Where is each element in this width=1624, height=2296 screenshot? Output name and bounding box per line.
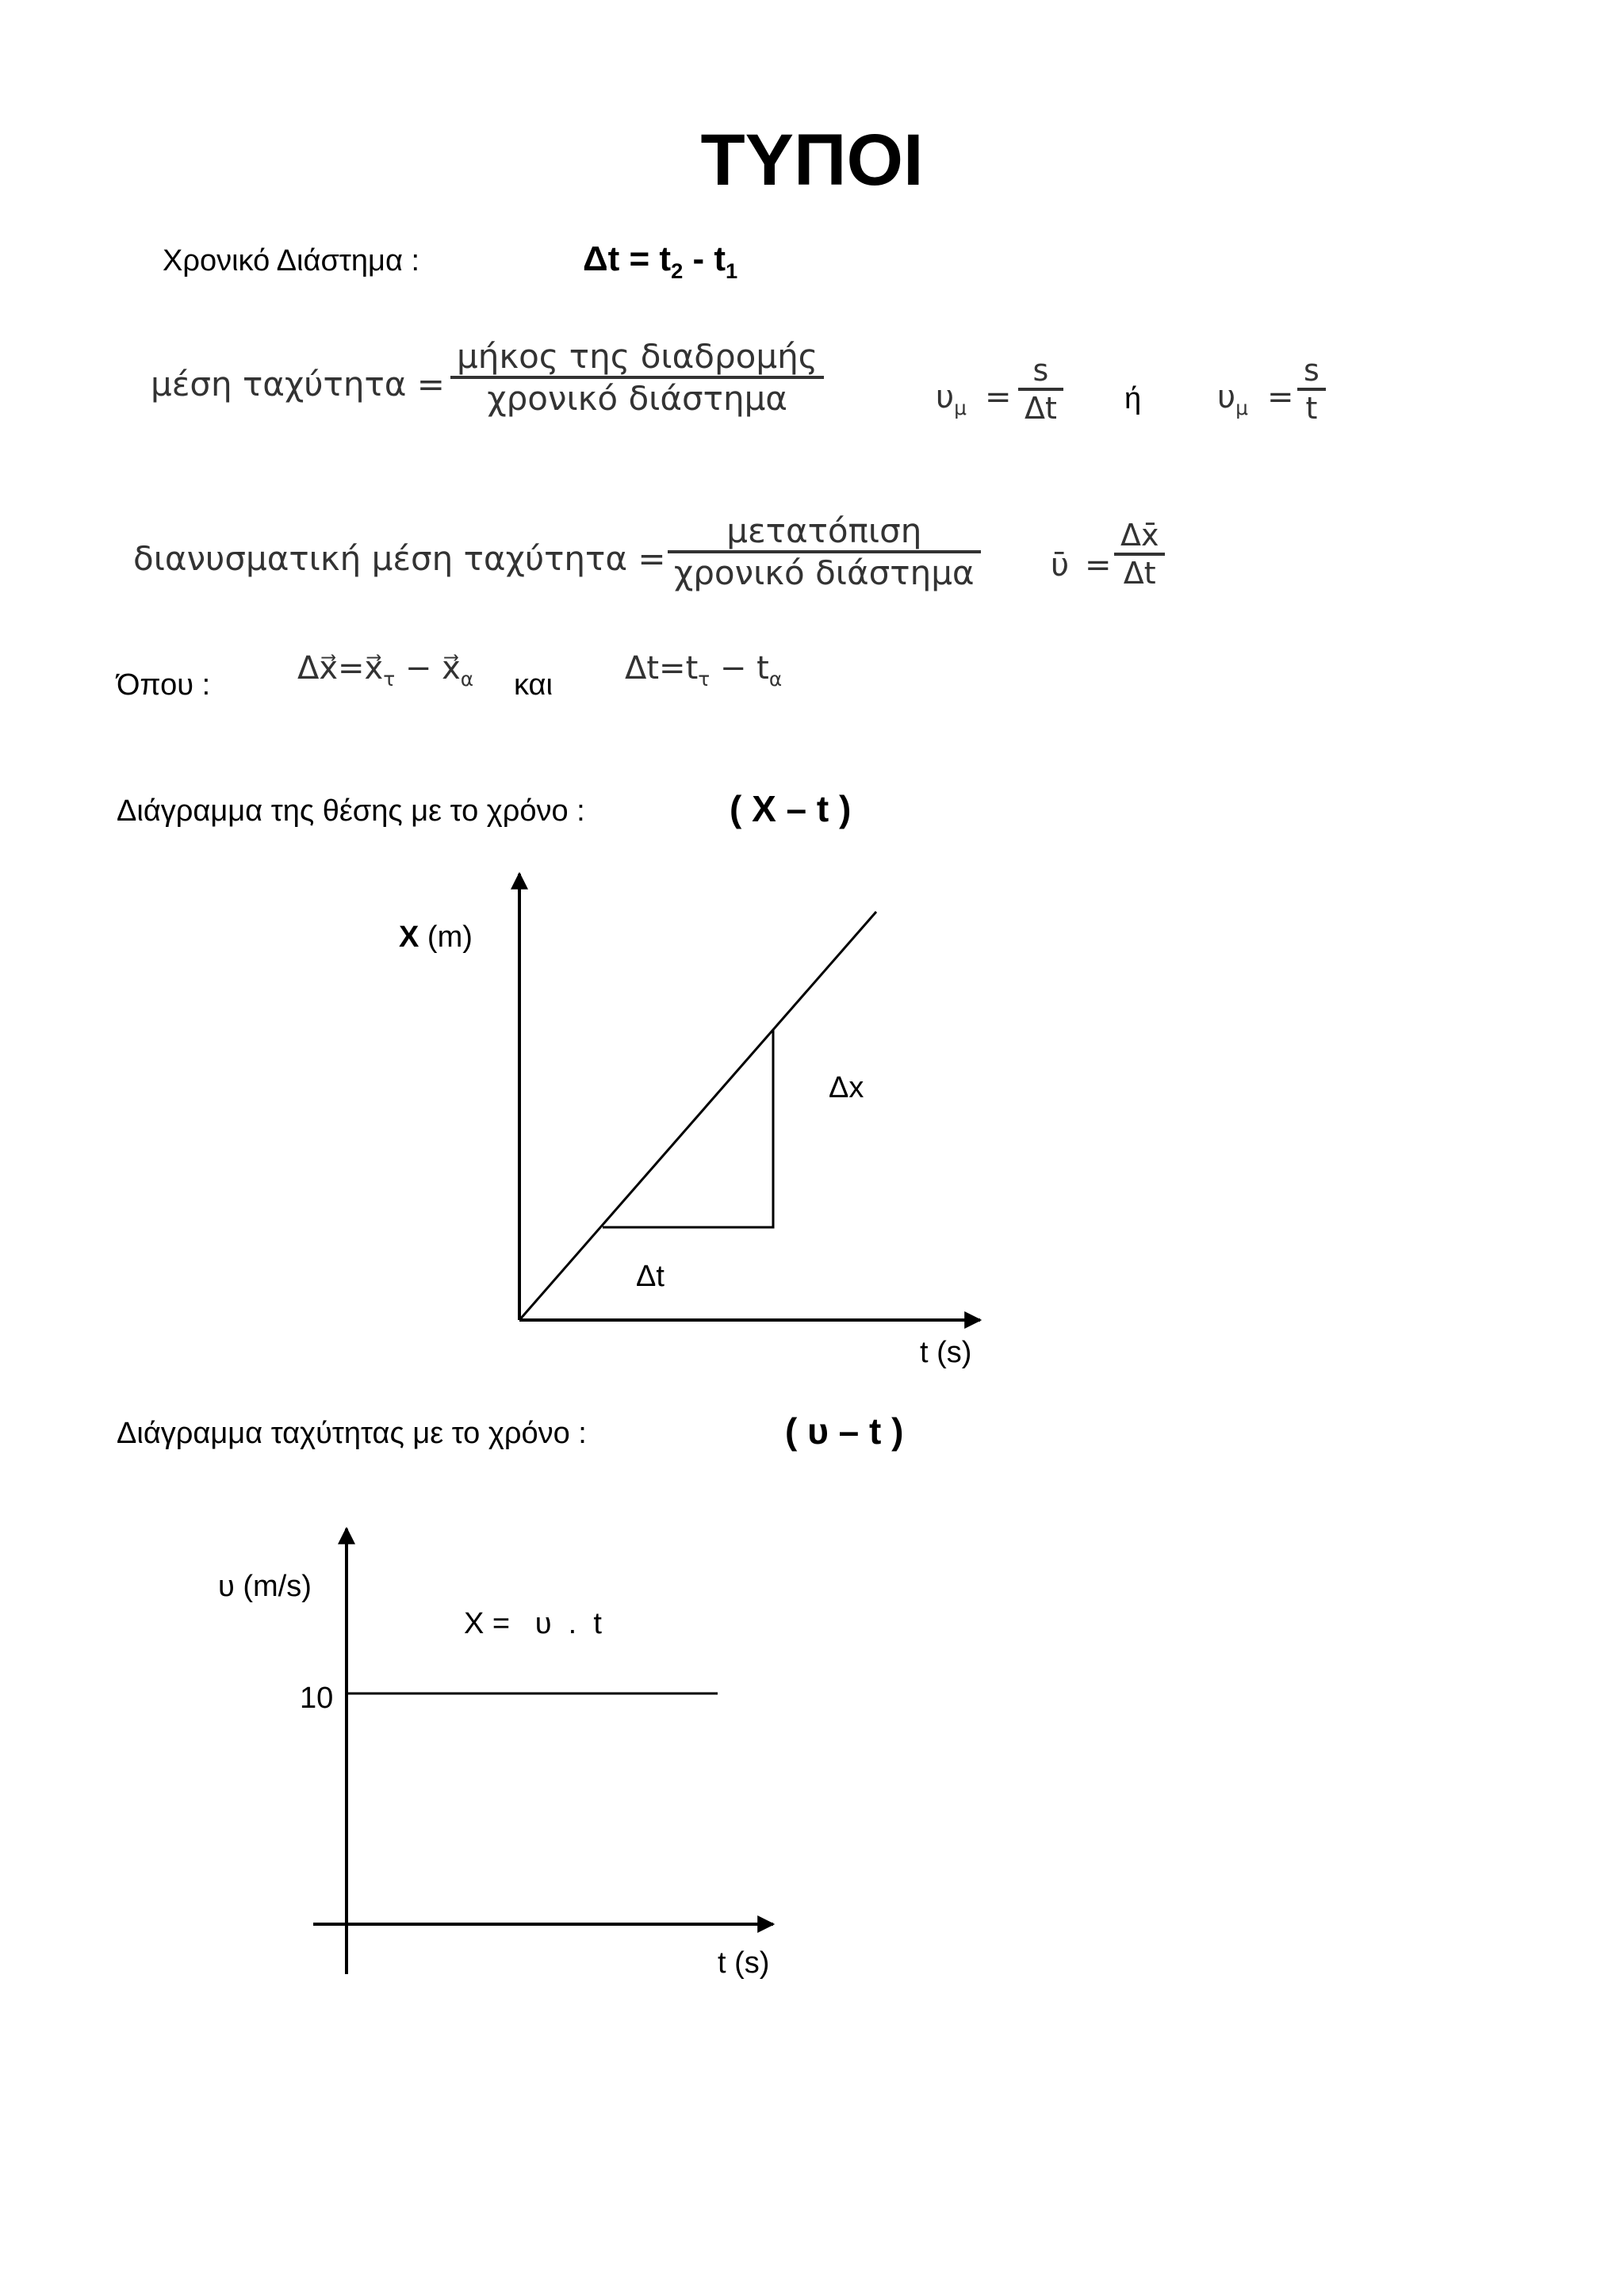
displacement-formula: $\Delta x⃗=x⃗_\tau$ − $x⃗_\alpha$ bbox=[297, 650, 474, 691]
xt-dt-label: Δt bbox=[636, 1260, 665, 1293]
vt-formula: X = υ . t bbox=[464, 1607, 602, 1640]
vector-fraction-numerator: Δx̄ bbox=[1120, 518, 1159, 553]
avg-speed-eq-a: = bbox=[985, 379, 1012, 415]
where-label: Όπου : bbox=[117, 668, 211, 702]
and-word: και bbox=[514, 668, 553, 702]
xt-x-axis-label: t (s) bbox=[920, 1336, 972, 1369]
xt-line bbox=[519, 912, 876, 1320]
xt-dx-label: Δx bbox=[829, 1071, 864, 1104]
vt-section-tag: ( υ – t ) bbox=[785, 1410, 904, 1452]
fraction-b-denominator: t bbox=[1305, 391, 1318, 426]
fraction-b-numerator: s bbox=[1304, 353, 1320, 388]
vector-speed-denominator: χρονικό διάστημα bbox=[674, 553, 975, 592]
interval-formula-alt: $\Delta t=t_\tau - t_\alpha$ bbox=[625, 650, 783, 691]
avg-speed-denominator: χρονικό διάστημα bbox=[487, 379, 787, 418]
page-title: ΤΥΠΟΙ bbox=[700, 120, 924, 201]
avg-speed-symbol-a: $\upsilon_\mu$ bbox=[936, 379, 967, 419]
interval-formula: $\Delta t = t_2 - t_1$ bbox=[583, 239, 738, 283]
xt-section-tag: ( X – t ) bbox=[730, 788, 852, 829]
xt-chart bbox=[399, 874, 980, 1369]
avg-speed-symbol-b: $\upsilon_\mu$ bbox=[1217, 379, 1248, 419]
xt-section-label: Διάγραμμα της θέσης με το χρόνο : bbox=[117, 794, 585, 828]
fraction-a-numerator: s bbox=[1032, 353, 1049, 388]
vector-speed-eq: = bbox=[1085, 547, 1112, 584]
avg-speed-numerator: μήκος της διαδρομής bbox=[457, 337, 818, 376]
vt-section-label: Διάγραμμα ταχύτητας με το χρόνο : bbox=[117, 1417, 587, 1450]
vector-fraction-denominator: Δt bbox=[1123, 556, 1156, 591]
fraction-a-denominator: Δt bbox=[1025, 391, 1057, 426]
or-word: ή bbox=[1124, 382, 1142, 415]
avg-speed-label: μέση ταχύτητα = bbox=[151, 365, 445, 404]
vector-speed-symbol: ῡ bbox=[1051, 547, 1070, 584]
xt-y-axis-label: X (m) bbox=[399, 920, 473, 954]
avg-speed-eq-b: = bbox=[1267, 379, 1294, 415]
vt-x-axis-label: t (s) bbox=[718, 1946, 770, 1980]
vector-speed-numerator: μετατόπιση bbox=[726, 511, 922, 550]
vt-tick-label: 10 bbox=[300, 1682, 334, 1715]
vt-chart bbox=[218, 1529, 773, 1980]
vector-speed-label: διανυσματική μέση ταχύτητα = bbox=[133, 539, 666, 578]
interval-label: Χρονικό Διάστημα : bbox=[163, 244, 420, 277]
vt-y-axis-label: υ (m/s) bbox=[218, 1570, 312, 1603]
